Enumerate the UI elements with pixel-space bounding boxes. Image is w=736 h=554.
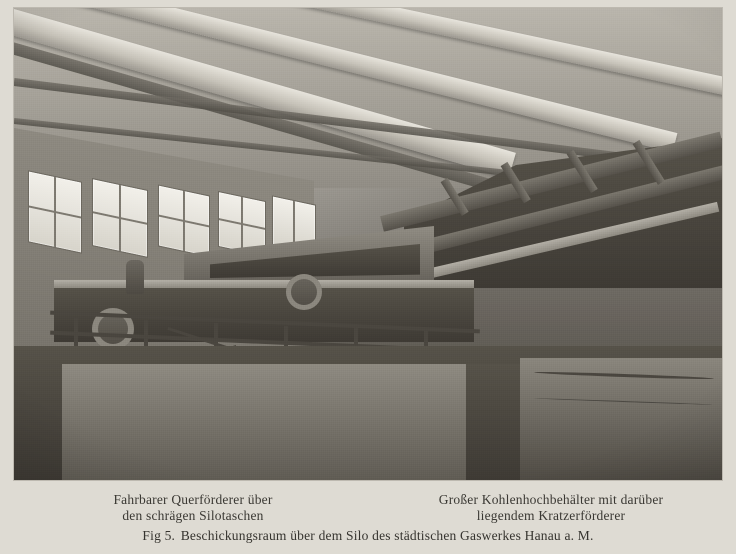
figure-title: Beschickungsraum über dem Silo des städtischen Gaswerkes Hanau a. M. xyxy=(180,528,594,543)
operator-figure xyxy=(126,260,144,294)
figure-photograph xyxy=(14,8,722,480)
caption-left-line-1: Fahrbarer Querförderer über xyxy=(113,492,273,507)
figure-subcaptions xyxy=(14,492,722,524)
conveyor-wheel-right xyxy=(286,274,322,310)
caption-right xyxy=(386,492,716,524)
figure-caption xyxy=(14,528,722,544)
foreground-concrete-block xyxy=(62,364,482,480)
window-2 xyxy=(92,178,148,258)
caption-right-line-2: liegendem Kratzerförderer xyxy=(476,507,626,523)
figure-number: Fig 5. xyxy=(142,528,176,543)
cross-conveyor-top-rail xyxy=(54,280,474,288)
caption-left xyxy=(28,492,358,524)
caption-left-line-2: den schrägen Silotaschen xyxy=(122,507,264,523)
pit-opening xyxy=(466,364,526,480)
window-1 xyxy=(28,170,82,253)
caption-right-line-1: Großer Kohlenhochbehälter mit darüber xyxy=(438,492,664,507)
window-3 xyxy=(158,184,210,257)
